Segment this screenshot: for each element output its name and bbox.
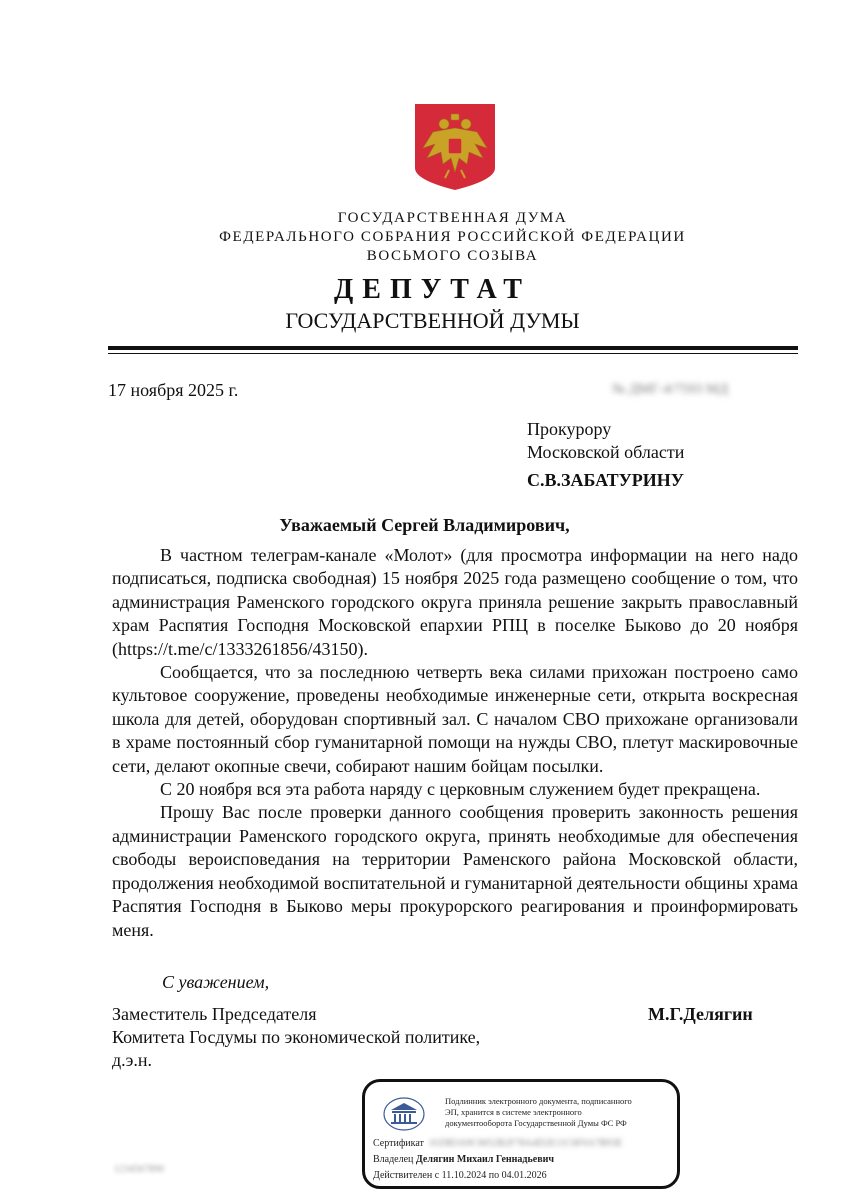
body-paragraph-2: Сообщается, что за последнюю четверть века силами прихожан построено само культовое сооружение, проведены необходимые инженерные сети, открыта воскресная школа для детей, оборудован спортивный зал. С началом СВО прихожане организовали в храме постоянный сбор гуманитарной помощи на нужды СВО, плетут маскировочные сети, делают окопные свечи, собирают нашим бойцам посылки. xyxy=(112,662,798,776)
closing-phrase: С уважением, xyxy=(162,972,270,992)
duma-building-logo xyxy=(383,1096,425,1132)
signer-name: М.Г.Делягин xyxy=(648,1004,753,1024)
stamp-owner-row xyxy=(373,1154,554,1165)
stamp-note-line-1: Подлинник электронного документа, подписанного xyxy=(445,1096,632,1106)
stamp-certificate-value-blurred: 01DB3A9C0052B2F78A4D2E11C6F0A7B93E xyxy=(429,1138,623,1149)
stamp-certificate-label: Сертификат xyxy=(373,1138,424,1149)
stamp-note-line-2: ЭП, хранится в системе электронного xyxy=(445,1107,582,1117)
electronic-signature-stamp xyxy=(362,1079,680,1189)
stamp-owner-label: Владелец xyxy=(373,1154,414,1165)
stamp-validity-row xyxy=(373,1170,547,1181)
letter-date: 17 ноября 2025 г. xyxy=(108,380,239,400)
salutation: Уважаемый Сергей Владимирович, xyxy=(279,515,570,535)
russian-coat-of-arms-icon xyxy=(413,102,497,192)
signer-title-line-1: Заместитель Председателя xyxy=(112,1004,317,1024)
header-deputat-title: ДЕПУТАТ xyxy=(334,274,531,305)
letter-body xyxy=(112,544,798,942)
signer-degree: д.э.н. xyxy=(112,1050,153,1070)
footer-code-blurred: 1234567890 xyxy=(114,1164,164,1175)
stamp-valid-to-label: по xyxy=(488,1170,500,1181)
stamp-valid-label: Действителен с xyxy=(373,1170,440,1181)
header-divider-thin xyxy=(108,353,798,354)
registration-number-blurred: № ДМГ-4/7593 МД xyxy=(612,382,728,397)
header-divider-thick xyxy=(108,346,798,350)
header-duma-subtitle: ГОСУДАРСТВЕННОЙ ДУМЫ xyxy=(285,308,580,333)
stamp-note-line-3: документооборота Государственной Думы ФС РФ xyxy=(445,1118,627,1128)
header-line-convocation: ВОСЬМОГО СОЗЫВА xyxy=(366,248,539,264)
coat-of-arms-emblem xyxy=(413,102,497,192)
header-line-federal-assembly: ФЕДЕРАЛЬНОГО СОБРАНИЯ РОССИЙСКОЙ ФЕДЕРАЦИИ xyxy=(219,229,686,245)
duma-building-icon xyxy=(383,1096,425,1132)
stamp-valid-to: 04.01.2026 xyxy=(501,1170,547,1181)
stamp-certificate-row xyxy=(373,1138,622,1149)
signer-title-line-2: Комитета Госдумы по экономической политике, xyxy=(112,1027,481,1047)
addressee-region: Московской области xyxy=(527,442,685,462)
addressee-name: С.В.ЗАБАТУРИНУ xyxy=(527,470,685,490)
body-paragraph-1: В частном телеграм-канале «Молот» (для просмотра информации на него надо подписаться, подписка свободная) 15 ноября 2025 года размещено сообщение о том, что администрация Раменского городского округа приняла решение закрыть православный храм Распятия Господня Московской епархии РПЦ в поселке Быково до 20 ноября (https://t.me/c/1333261856/43150). xyxy=(112,545,798,659)
stamp-owner-value: Делягин Михаил Геннадьевич xyxy=(415,1154,555,1165)
body-paragraph-3: С 20 ноября вся эта работа наряду с церковным служением будет прекращена. xyxy=(160,779,761,800)
stamp-valid-from: 11.10.2024 xyxy=(441,1170,487,1181)
addressee-position: Прокурору xyxy=(527,419,612,439)
body-paragraph-4: Прошу Вас после проверки данного сообщения проверить законность решения администрации Раменского городского округа, принять необходимые для обеспечения свободы вероисповедания на территории Раменского района Московской области, продолжения необходимой воспитательной и гуманитарной деятельности общины храма Распятия Господня в Быково меры прокурорского реагирования и проинформировать меня. xyxy=(112,802,798,940)
header-line-gosduma: ГОСУДАРСТВЕННАЯ ДУМА xyxy=(337,210,568,226)
